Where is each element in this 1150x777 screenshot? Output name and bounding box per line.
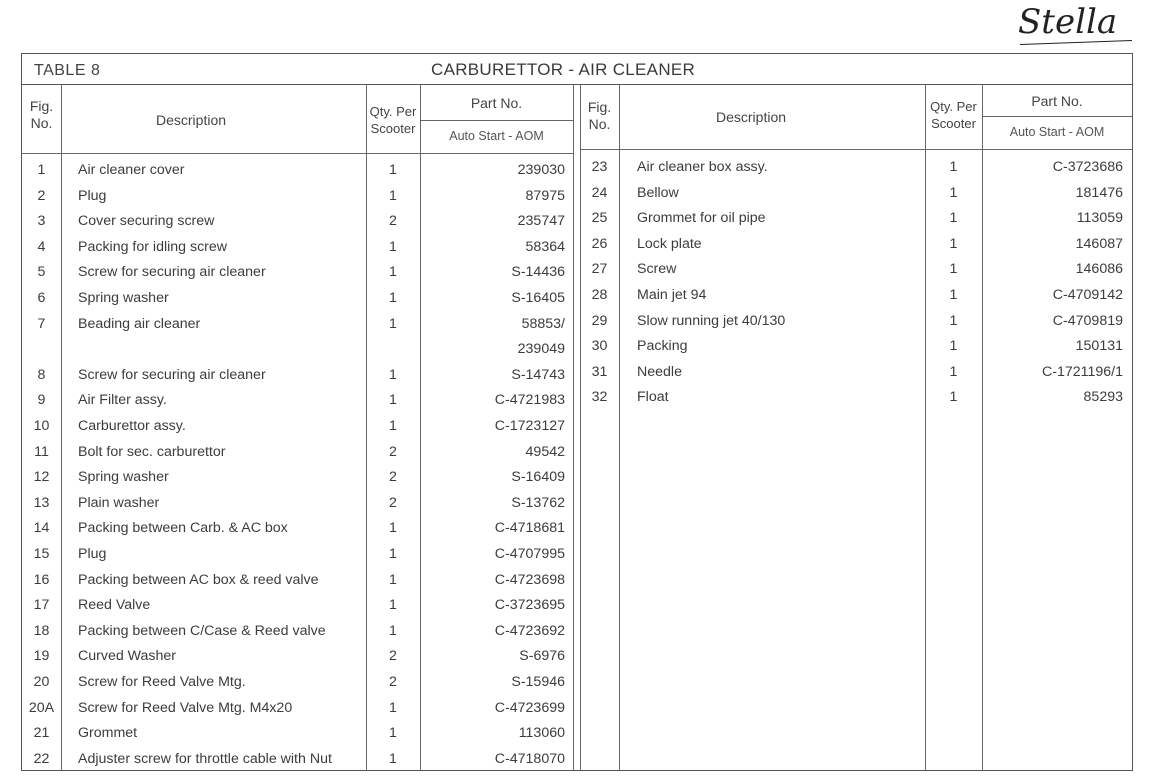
description-cell: Bolt for sec. carburettor — [78, 443, 226, 460]
description-cell: Packing between Carb. & AC box — [78, 520, 288, 537]
fig-no-cell: 27 — [591, 261, 608, 278]
description-cell: Packing for idling screw — [78, 238, 228, 255]
table-row — [22, 309, 1132, 334]
fig-no-cell: 18 — [33, 622, 50, 639]
table-title: CARBURETTOR - AIR CLEANER — [431, 60, 696, 79]
table-row — [22, 619, 1132, 644]
table-row — [22, 232, 1132, 257]
table-row — [22, 542, 1132, 567]
fig-no-cell: 1 — [37, 162, 46, 178]
qty-header: Qty. Per Scooter — [369, 104, 417, 136]
description-header: Description — [715, 109, 787, 125]
qty-cell: 1 — [949, 389, 958, 406]
part-no-cell: S-15946 — [511, 674, 565, 690]
description-cell: Grommet — [78, 725, 138, 742]
qty-cell: 1 — [949, 363, 958, 380]
fig-no-header: Fig. No. — [29, 98, 54, 131]
table-row — [22, 334, 1132, 359]
stella-logo: Stella — [1018, 2, 1118, 42]
description-cell: Spring washer — [78, 469, 169, 486]
fig-no-cell: 31 — [591, 363, 608, 380]
fig-no-cell: 28 — [591, 287, 608, 303]
description-cell: Main jet 94 — [637, 287, 707, 303]
fig-no-header: Fig. No. — [587, 99, 612, 132]
part-no-cell: 239049 — [517, 341, 565, 358]
description-cell: Adjuster screw for throttle cable with Nut — [78, 750, 332, 767]
part-no-cell: 58364 — [525, 238, 565, 255]
fig-no-cell: 30 — [591, 338, 608, 355]
table-title-bar — [22, 54, 1132, 85]
part-no-cell: C-1723127 — [494, 418, 565, 434]
table-row — [22, 206, 1132, 231]
fig-no-cell: 25 — [591, 210, 608, 227]
fig-no-cell: 10 — [33, 418, 50, 434]
fig-no-cell: 15 — [33, 546, 50, 562]
divider — [420, 120, 573, 121]
fig-no-cell: 19 — [33, 648, 50, 665]
qty-cell: 2 — [389, 494, 397, 511]
divider — [982, 116, 1132, 117]
fig-no-cell: 12 — [33, 469, 50, 486]
description-cell: Air cleaner box assy. — [637, 159, 768, 175]
part-no-cell: C-4709142 — [1052, 287, 1123, 303]
table-row — [22, 465, 1132, 490]
part-no-cell: C-4707995 — [494, 546, 565, 562]
fig-no-cell: 23 — [591, 159, 608, 175]
description-cell: Float — [637, 389, 669, 406]
qty-cell: 1 — [389, 366, 397, 383]
qty-cell: 1 — [389, 418, 397, 434]
qty-cell: 1 — [389, 597, 397, 614]
fig-no-cell: 26 — [591, 235, 608, 252]
fig-no-cell: 21 — [33, 725, 50, 742]
qty-cell: 1 — [949, 312, 958, 329]
fig-no-cell: 5 — [37, 264, 46, 281]
fig-no-cell: 32 — [591, 389, 608, 406]
qty-cell: 1 — [949, 210, 958, 227]
fig-no-cell: 4 — [37, 238, 46, 255]
qty-cell: 1 — [389, 699, 397, 716]
qty-cell: 1 — [949, 261, 958, 278]
description-cell: Plug — [78, 187, 107, 204]
fig-no-cell: 24 — [591, 184, 608, 201]
fig-no-cell: 9 — [37, 392, 46, 409]
part-no-cell: 49542 — [525, 443, 565, 460]
part-no-cell: S-16409 — [511, 469, 565, 486]
qty-cell: 1 — [389, 725, 397, 742]
part-no-cell: C-3723695 — [494, 597, 565, 614]
part-no-cell: C-4723692 — [494, 622, 565, 639]
description-cell: Spring washer — [78, 290, 169, 306]
table-row — [22, 360, 1132, 385]
description-header: Description — [155, 112, 227, 128]
part-no-cell: S-6976 — [519, 648, 565, 665]
fig-no-cell: 14 — [33, 520, 50, 537]
qty-cell: 1 — [949, 287, 958, 303]
qty-cell: 1 — [389, 290, 397, 306]
divider — [22, 153, 573, 154]
description-cell: Air cleaner cover — [78, 162, 185, 178]
description-cell: Reed Valve — [78, 597, 151, 614]
fig-no-cell: 20 — [33, 674, 50, 690]
table-row — [22, 491, 1132, 516]
description-cell: Needle — [637, 363, 682, 380]
part-no-cell: S-16405 — [511, 290, 565, 306]
qty-cell: 1 — [389, 622, 397, 639]
qty-cell: 2 — [389, 443, 397, 460]
description-cell: Screw for Reed Valve Mtg. M4x20 — [78, 699, 293, 716]
description-cell: Carburettor assy. — [78, 418, 186, 434]
fig-no-cell: 16 — [33, 571, 50, 588]
table-row — [22, 155, 1132, 180]
fig-no-cell: 13 — [33, 494, 50, 511]
qty-cell: 1 — [949, 159, 958, 175]
description-cell: Screw — [637, 261, 677, 278]
qty-cell: 1 — [389, 546, 397, 562]
qty-cell: 1 — [389, 750, 397, 767]
description-cell: Lock plate — [637, 235, 702, 252]
qty-cell: 1 — [949, 184, 958, 201]
parts-table — [21, 53, 1133, 771]
qty-cell: 1 — [949, 338, 958, 355]
part-no-cell: 113059 — [1076, 210, 1123, 227]
part-no-cell: 58853/ — [521, 315, 565, 332]
table-row — [22, 696, 1132, 721]
part-no-cell: C-4723698 — [494, 571, 565, 588]
description-cell: Bellow — [637, 184, 679, 201]
qty-cell: 1 — [389, 162, 397, 178]
part-no-cell: C-4721983 — [494, 392, 565, 409]
part-no-header: Part No. — [470, 95, 523, 111]
description-cell: Cover securing screw — [78, 213, 215, 230]
description-cell: Screw for Reed Valve Mtg. — [78, 674, 246, 690]
qty-cell: 2 — [389, 469, 397, 486]
qty-cell: 1 — [389, 571, 397, 588]
description-cell: Plain washer — [78, 494, 160, 511]
part-no-cell: 113060 — [518, 725, 565, 742]
qty-cell: 1 — [389, 520, 397, 537]
table-row — [22, 257, 1132, 282]
part-no-cell: 146087 — [1075, 235, 1123, 252]
description-cell: Screw for securing air cleaner — [78, 366, 266, 383]
description-cell: Packing between AC box & reed valve — [78, 571, 319, 588]
table-row — [22, 516, 1132, 541]
description-cell: Beading air cleaner — [78, 315, 201, 332]
qty-cell: 2 — [389, 648, 397, 665]
fig-no-cell: 2 — [37, 187, 46, 204]
fig-no-cell: 6 — [37, 290, 46, 306]
part-no-cell: C-4718681 — [494, 520, 565, 537]
fig-no-cell: 3 — [37, 213, 46, 230]
part-no-cell: C-3723686 — [1052, 159, 1123, 175]
divider — [580, 149, 1132, 150]
part-no-cell: 85293 — [1083, 389, 1123, 406]
fig-no-cell: 29 — [591, 312, 608, 329]
part-no-header: Part No. — [1031, 93, 1083, 109]
part-no-cell: C-1721196/1 — [1042, 363, 1123, 380]
table-row — [22, 414, 1132, 439]
part-no-cell: S-14743 — [511, 366, 565, 383]
qty-cell: 1 — [389, 392, 397, 409]
part-no-cell: C-4709819 — [1052, 312, 1123, 329]
description-cell: Air Filter assy. — [78, 392, 167, 409]
qty-cell: 1 — [389, 187, 397, 204]
table-row — [22, 747, 1132, 772]
qty-cell: 1 — [389, 264, 397, 281]
part-no-cell: 150131 — [1075, 338, 1123, 355]
part-no-cell: 235747 — [517, 213, 565, 230]
qty-cell: 2 — [389, 674, 397, 690]
fig-no-cell: 17 — [33, 597, 50, 614]
description-cell: Plug — [78, 546, 107, 562]
description-cell: Screw for securing air cleaner — [78, 264, 266, 281]
table-row — [22, 283, 1132, 308]
table-row — [22, 385, 1132, 410]
table-row — [22, 644, 1132, 669]
part-no-cell: 181476 — [1075, 184, 1123, 201]
table-row — [22, 568, 1132, 593]
table-number: TABLE 8 — [34, 62, 101, 79]
table-row — [22, 593, 1132, 618]
part-no-cell: S-13762 — [511, 494, 565, 511]
part-no-cell: C-4718070 — [494, 750, 565, 767]
description-cell: Grommet for oil pipe — [637, 210, 766, 227]
qty-cell: 1 — [389, 238, 397, 255]
fig-no-cell: 8 — [37, 366, 46, 383]
description-cell: Packing between C/Case & Reed valve — [78, 622, 326, 639]
fig-no-cell: 20A — [28, 699, 55, 716]
description-cell: Curved Washer — [78, 648, 177, 665]
table-row — [22, 181, 1132, 206]
part-no-subheader: Auto Start - AOM — [1009, 125, 1105, 139]
part-no-cell: 87975 — [525, 187, 565, 204]
part-no-subheader: Auto Start - AOM — [449, 129, 544, 143]
table-row — [22, 721, 1132, 746]
part-no-cell: S-14436 — [511, 264, 565, 281]
description-cell: Packing — [637, 338, 688, 355]
part-no-cell: 239030 — [517, 162, 565, 178]
qty-cell: 1 — [949, 235, 958, 252]
fig-no-cell: 22 — [33, 750, 50, 767]
qty-cell: 2 — [389, 213, 397, 230]
part-no-cell: 146086 — [1075, 261, 1123, 278]
qty-cell: 1 — [389, 315, 397, 332]
description-cell: Slow running jet 40/130 — [637, 312, 786, 329]
table-row — [22, 440, 1132, 465]
qty-header: Qty. Per Scooter — [930, 99, 977, 131]
part-no-cell: C-4723699 — [494, 699, 565, 716]
table-row — [22, 670, 1132, 695]
fig-no-cell: 11 — [34, 443, 49, 460]
fig-no-cell: 7 — [37, 315, 46, 332]
